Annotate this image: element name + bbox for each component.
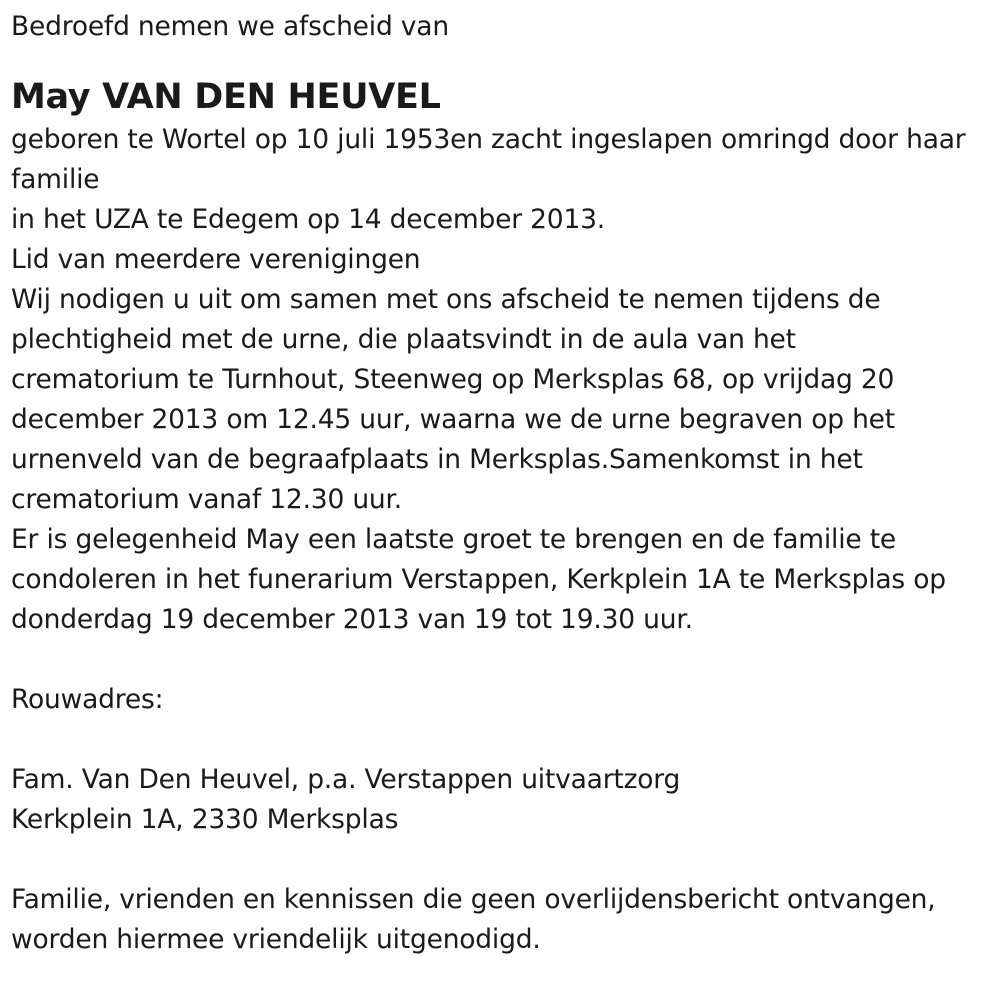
mourning-address: [11, 760, 1000, 840]
deceased-name: May VAN DEN HEUVEL: [11, 77, 441, 117]
body-line: donderdag 19 december 2013 van 19 tot 19.30 uur.: [11, 604, 693, 635]
address-line: Fam. Van Den Heuvel, p.a. Verstappen uitvaartzorg: [11, 764, 681, 795]
body-line: december 2013 om 12.45 uur, waarna we de urne begraven op het: [11, 404, 895, 435]
spacer: [11, 720, 1000, 760]
body-line: plechtigheid met de urne, die plaatsvindt in de aula van het: [11, 324, 796, 355]
spacer: [11, 640, 1000, 680]
body-line: Er is gelegenheid May een laatste groet te brengen en de familie te: [11, 524, 896, 555]
spacer: [11, 840, 1000, 880]
body-line: urnenveld van de begraafplaats in Merksplas.Samenkomst in het: [11, 444, 863, 475]
body-line: crematorium te Turnhout, Steenweg op Merksplas 68, op vrijdag 20: [11, 364, 895, 395]
address-line: Kerkplein 1A, 2330 Merksplas: [11, 804, 399, 835]
body-line: Wij nodigen u uit om samen met ons afscheid te nemen tijdens de: [11, 284, 881, 315]
closing-line: Familie, vrienden en kennissen die geen overlijdensbericht ontvangen,: [11, 884, 936, 915]
closing-line: worden hiermee vriendelijk uitgenodigd.: [11, 924, 541, 955]
body-line: in het UZA te Edegem op 14 december 2013.: [11, 204, 606, 235]
closing-text: [11, 880, 1000, 960]
notice-body: [11, 120, 1000, 640]
body-line: familie: [11, 164, 100, 195]
body-line: condoleren in het funerarium Verstappen, Kerkplein 1A te Merksplas op: [11, 564, 946, 595]
body-line: crematorium vanaf 12.30 uur.: [11, 484, 403, 515]
intro-text: Bedroefd nemen we afscheid van: [11, 11, 449, 42]
body-line: Lid van meerdere verenigingen: [11, 244, 421, 275]
mourning-address-label: Rouwadres:: [11, 684, 164, 715]
body-line: geboren te Wortel op 10 juli 1953en zacht ingeslapen omringd door haar: [11, 124, 966, 155]
